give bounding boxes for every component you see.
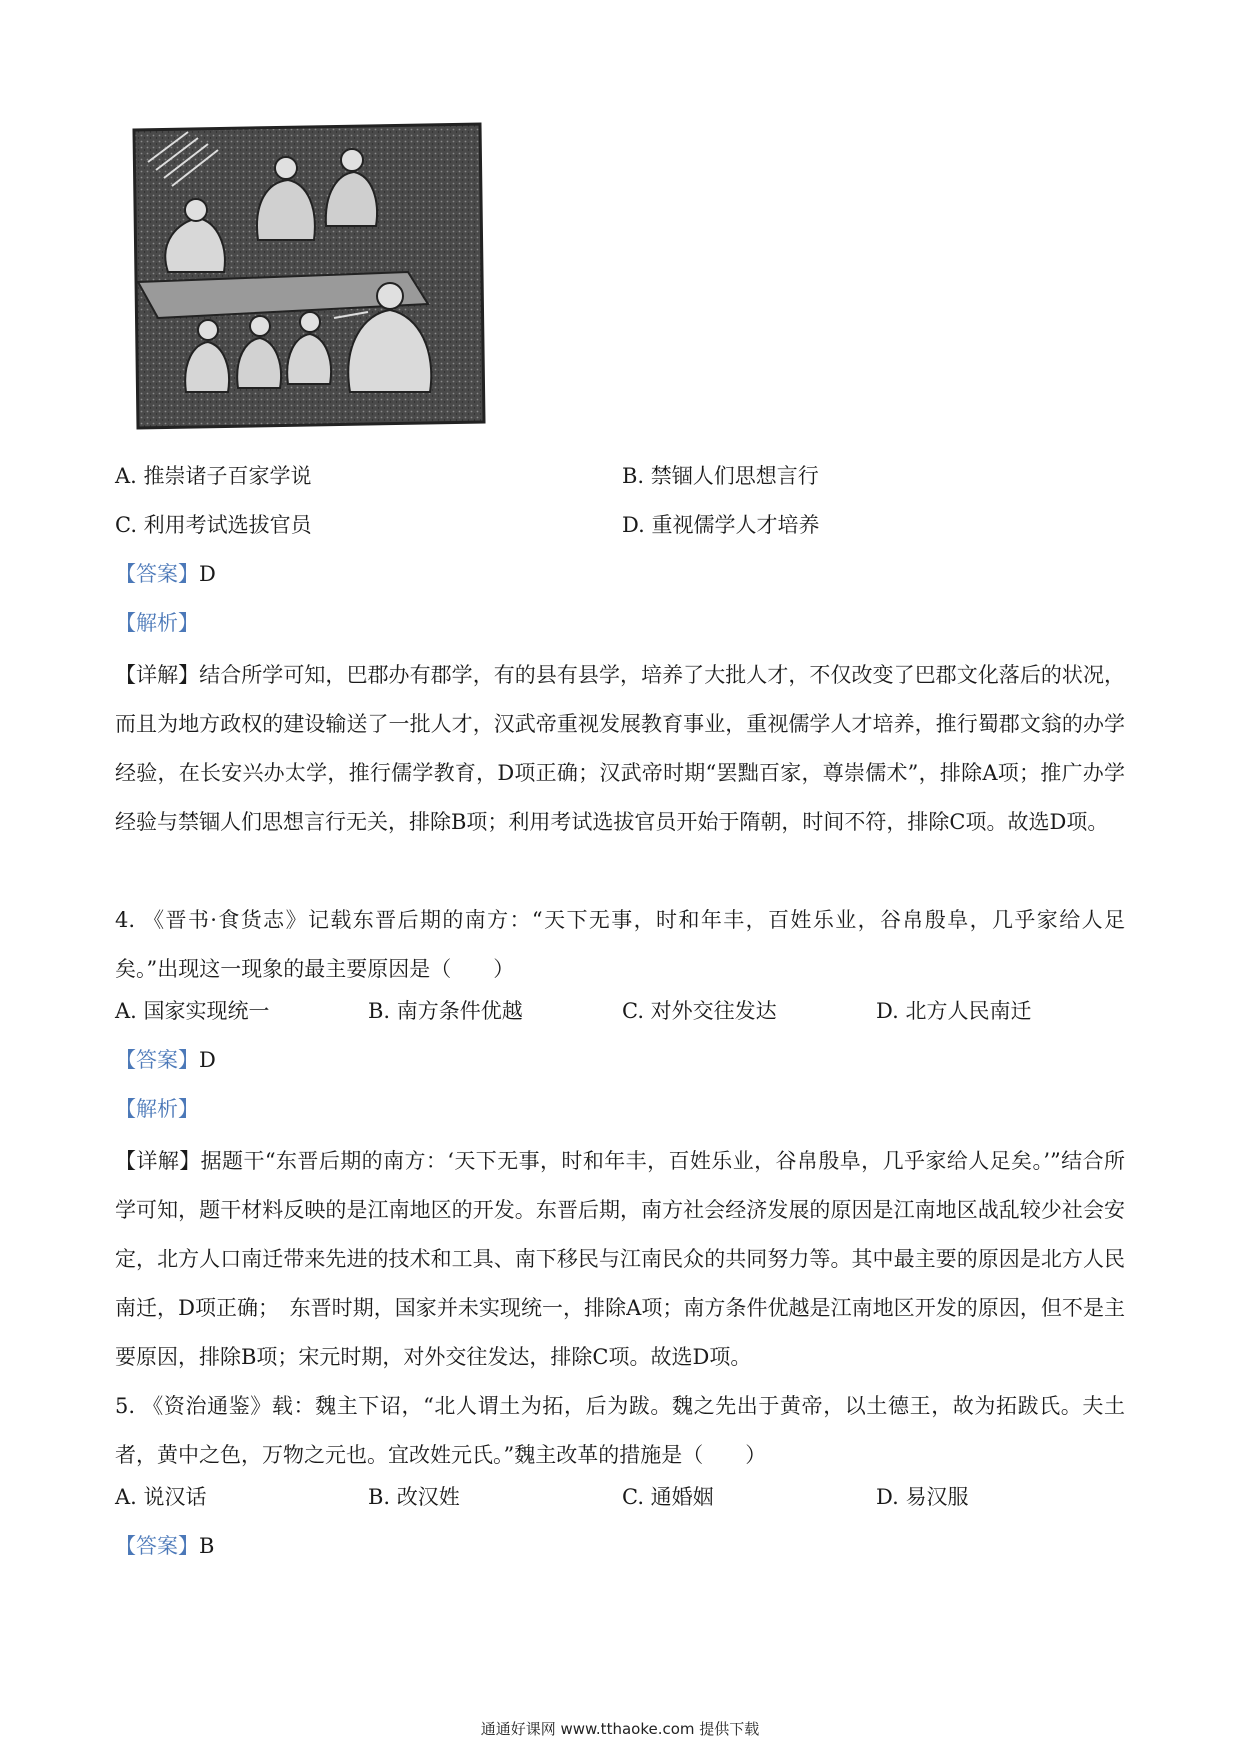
q4-stem: 4. 《晋书·食货志》记载东晋后期的南方：“天下无事，时和年丰，百姓乐业，谷帛殷阜，几乎家给人足矣。”出现这一现象的最主要原因是（ ） — [115, 908, 1125, 981]
q3-option-d: D. 重视儒学人才培养 — [622, 513, 820, 537]
page-footer: 通通好课网 www.tthaoke.com 提供下载 — [480, 1720, 760, 1738]
answer-tag: 【答案】 — [115, 1534, 199, 1558]
q5-option-b: B. 改汉姓 — [368, 1485, 460, 1509]
q4-analysis-tag — [115, 1094, 199, 1124]
han-relief-image — [128, 122, 488, 434]
q5-answer — [115, 1531, 214, 1561]
q4-option-d: D. 北方人民南迁 — [876, 999, 1032, 1023]
analysis-tag: 【解析】 — [115, 611, 199, 635]
answer-tag: 【答案】 — [115, 1048, 199, 1072]
q5-option-c: C. 通婚姻 — [622, 1485, 714, 1509]
answer-tag: 【答案】 — [115, 562, 199, 586]
answer-value: D — [199, 1048, 216, 1072]
q3-answer — [115, 559, 216, 589]
q3-option-c: C. 利用考试选拔官员 — [115, 513, 312, 537]
q3-option-a: A. 推崇诸子百家学说 — [115, 464, 312, 488]
detail-tag: 【详解】 — [115, 663, 200, 687]
detail-text: 据题干“东晋后期的南方：‘天下无事，时和年丰，百姓乐业，谷帛殷阜，几乎家给人足矣。’”结合所学可知，题干材料反映的是江南地区的开发。东晋后期，南方社会经济发展的原因是江南地区战乱较少社会安定，北方人口南迁带来先进的技术和工具、南下移民与江南民众的共同努力等。其中最主要的原因是北方人民南迁，D项正确； 东晋时期，国家并未实现统一，排除A项；南方条件优越是江南地区开发的原因，但不是主要原因，排除B项；宋元时期，对外交往发达，排除C项。故选D项。 — [115, 1149, 1125, 1369]
q5-option-a: A. 说汉话 — [115, 1485, 207, 1509]
q5-option-d: D. 易汉服 — [876, 1485, 969, 1509]
q4-answer — [115, 1045, 216, 1075]
q3-detail — [115, 651, 1125, 847]
answer-value: B — [199, 1534, 215, 1558]
q4-option-b: B. 南方条件优越 — [368, 999, 523, 1023]
q4-detail — [115, 1137, 1125, 1382]
detail-tag: 【详解】 — [115, 1149, 201, 1173]
q4-option-c: C. 对外交往发达 — [622, 999, 777, 1023]
q3-option-b: B. 禁锢人们思想言行 — [622, 464, 819, 488]
q4-option-a: A. 国家实现统一 — [115, 999, 270, 1023]
analysis-tag: 【解析】 — [115, 1097, 199, 1121]
answer-value: D — [199, 562, 216, 586]
detail-text: 结合所学可知，巴郡办有郡学，有的县有县学，培养了大批人才，不仅改变了巴郡文化落后的状况，而且为地方政权的建设输送了一批人才，汉武帝重视发展教育事业，重视儒学人才培养，推行蜀郡文翁的办学经验，在长安兴办太学，推行儒学教育，D项正确；汉武帝时期“罢黜百家，尊崇儒术”，排除A项；推广办学经验与禁锢人们思想言行无关，排除B项；利用考试选拔官员开始于隋朝，时间不符，排除C项。故选D项。 — [115, 663, 1125, 834]
q5-stem: 5. 《资治通鉴》载：魏主下诏，“北人谓土为拓，后为跋。魏之先出于黄帝，以土德王，故为拓跋氏。夫土者，黄中之色，万物之元也。宜改姓元氏。”魏主改革的措施是（ ） — [115, 1394, 1125, 1467]
q3-analysis-tag — [115, 608, 199, 638]
